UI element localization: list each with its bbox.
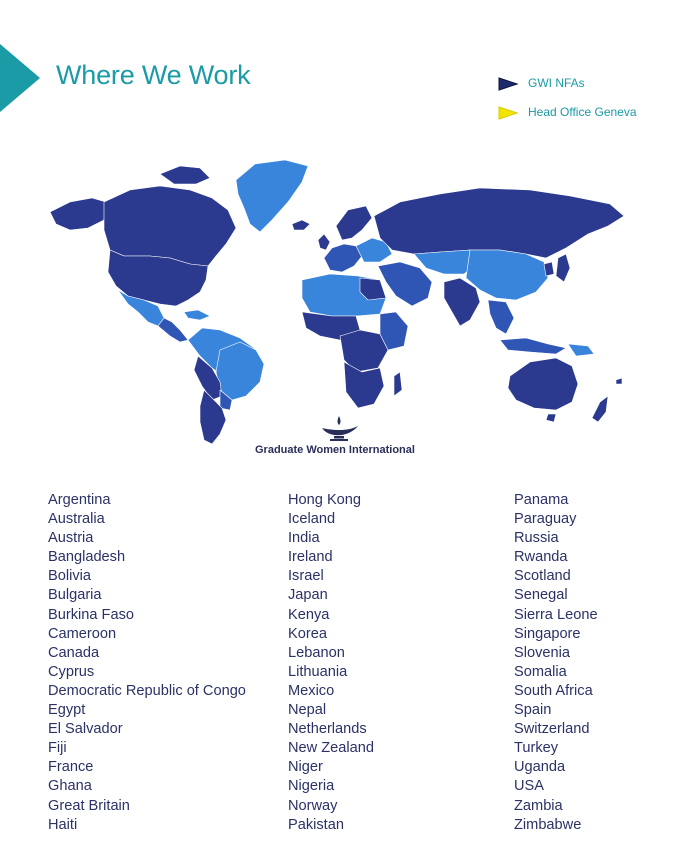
organization-name: Graduate Women International [255,444,415,456]
country-list-item: Iceland [288,511,336,528]
region-caribbean [184,310,210,320]
country-list-item: Nepal [288,702,327,719]
region-korea [544,262,554,276]
country-list-item: Netherlands [288,721,367,738]
country-list-item: Panama [514,492,569,508]
legend-label-head-office: Head Office Geneva [528,105,637,119]
country-list-item: Korea [288,625,327,642]
page-title: Where We Work [56,60,251,90]
country-list-item: Haiti [48,816,78,833]
region-madagascar [394,372,402,396]
country-list-item: Cameroon [48,625,117,642]
country-list-item: Israel [288,568,324,585]
header-triangle [0,44,40,112]
country-list-item: Egypt [48,702,86,719]
region-indonesia [500,338,566,354]
country-list-item: Canada [48,644,100,661]
region-alaska [50,198,106,230]
country-list-item: Austria [48,530,94,547]
country-list-item: Senegal [514,587,568,604]
country-list-item: Argentina [48,492,111,508]
country-list-item: Fiji [48,740,67,757]
region-british-isles [318,234,330,250]
country-list-item: Uganda [514,759,566,776]
region-arctic-islands [160,166,210,184]
region-japan [556,254,570,282]
country-list-item: Zambia [514,797,563,814]
region-china [466,250,548,300]
country-list-item: Paraguay [514,511,577,528]
country-list-item: El Salvador [48,721,123,738]
country-list-item: Zimbabwe [514,816,582,833]
country-list-item: Bulgaria [48,587,102,604]
region-scandinavia [336,206,372,240]
country-list-item: USA [514,778,545,795]
region-western-europe [324,244,362,272]
region-papua [568,344,594,356]
country-list-item: Niger [288,759,323,776]
country-list-item: Switzerland [514,721,590,738]
country-list-item: India [288,530,320,547]
country-list-item: Lithuania [288,663,348,680]
country-list-item: Turkey [514,740,559,757]
country-list-item: Mexico [288,682,335,699]
region-canada [104,186,236,266]
country-list-item: Kenya [288,606,330,623]
region-new-zealand [592,396,608,422]
region-greenland [236,160,308,232]
country-list-item: Nigeria [288,778,335,795]
country-list-item: New Zealand [288,740,374,757]
country-list-item: Bangladesh [48,549,126,566]
country-list-item: Scotland [514,568,571,585]
country-list-item: Japan [288,587,328,604]
region-iceland [292,220,310,230]
triangle-marker-icon [498,77,518,91]
region-southeast-asia [488,300,514,334]
region-fiji [616,378,622,384]
country-list-item: Ireland [288,549,333,566]
country-list-item: Bolivia [48,568,91,585]
country-list-column-2 [288,491,374,835]
region-central-america [158,318,188,342]
country-list-item: Hong Kong [288,492,362,508]
country-list-item: Australia [48,511,105,528]
country-list-column-1 [48,491,246,835]
lamp-icon [316,414,362,442]
country-list-item: Lebanon [288,644,345,661]
country-list-item: Russia [514,530,559,547]
country-list-item: Slovenia [514,644,570,661]
legend-label-nfa: GWI NFAs [528,76,585,90]
country-list-item: Norway [288,797,338,814]
country-list-item: Spain [514,702,552,719]
region-brazil [216,342,264,400]
country-list-item: France [48,759,94,776]
triangle-marker-icon [498,106,518,120]
region-tasmania [546,414,556,422]
country-list-item: Cyprus [48,663,95,680]
country-list-item: Great Britain [48,797,130,814]
country-list-item: Rwanda [514,549,568,566]
world-map [40,150,640,450]
region-australia [508,358,578,410]
country-list-item: Sierra Leone [514,606,598,623]
country-list-column-3 [514,491,598,835]
country-list-item: Ghana [48,778,92,795]
country-list-item: Somalia [514,663,567,680]
country-list-item: Pakistan [288,816,344,833]
country-list-item: Democratic Republic of Congo [48,682,246,699]
country-list-item: South Africa [514,682,593,699]
region-russia [374,188,624,258]
region-middle-east [378,262,432,306]
country-list-item: Singapore [514,625,581,642]
country-list-item: Burkina Faso [48,606,134,623]
